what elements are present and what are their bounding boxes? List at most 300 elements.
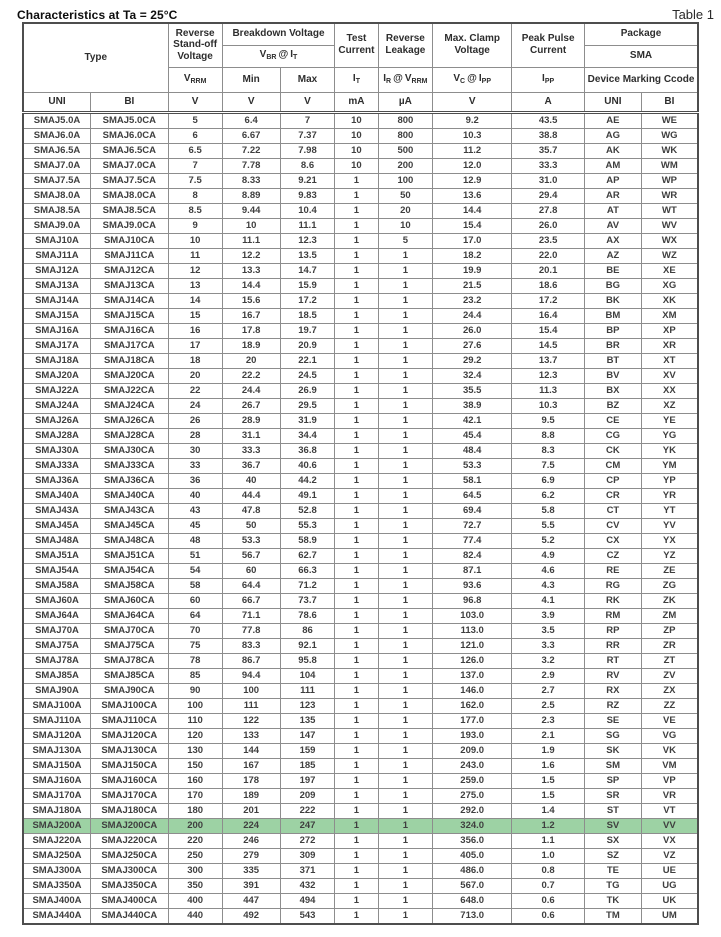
- table-cell: 1: [378, 293, 433, 308]
- table-cell: SMAJ13CA: [91, 278, 169, 293]
- table-cell: SMAJ220A: [23, 833, 91, 848]
- table-cell: SMAJ8.5CA: [91, 203, 169, 218]
- table-cell: 1: [335, 488, 378, 503]
- table-cell: 1: [335, 218, 378, 233]
- table-cell: 1: [335, 428, 378, 443]
- table-cell: 5.2: [512, 533, 585, 548]
- table-cell: 27.6: [433, 338, 512, 353]
- table-cell: SMAJ75A: [23, 638, 91, 653]
- table-cell: 1: [335, 338, 378, 353]
- table-cell: BV: [585, 368, 642, 383]
- table-cell: 14.4: [222, 278, 280, 293]
- table-cell: AP: [585, 173, 642, 188]
- table-cell: 1: [378, 683, 433, 698]
- table-row: [23, 878, 698, 893]
- table-cell: 12.9: [433, 173, 512, 188]
- table-row: [23, 173, 698, 188]
- table-cell: 6.2: [512, 488, 585, 503]
- table-cell: 7: [280, 112, 335, 128]
- table-cell: 1: [378, 803, 433, 818]
- table-cell: 1: [335, 308, 378, 323]
- table-cell: 10.3: [433, 128, 512, 143]
- table-cell: 53.3: [222, 533, 280, 548]
- table-cell: 26.9: [280, 383, 335, 398]
- table-cell: 1: [378, 248, 433, 263]
- table-cell: 31.0: [512, 173, 585, 188]
- table-cell: SMAJ6.0A: [23, 128, 91, 143]
- table-cell: 1: [378, 608, 433, 623]
- table-row: [23, 578, 698, 593]
- table-cell: 11.1: [280, 218, 335, 233]
- table-cell: 440: [168, 908, 222, 924]
- table-cell: 1: [335, 383, 378, 398]
- table-cell: SMAJ54A: [23, 563, 91, 578]
- table-cell: 1: [378, 278, 433, 293]
- table-cell: 73.7: [280, 593, 335, 608]
- table-row: [23, 112, 698, 128]
- page-title: Characteristics at Ta = 25°C: [17, 8, 178, 22]
- table-cell: SMAJ12CA: [91, 263, 169, 278]
- table-cell: 185: [280, 758, 335, 773]
- table-cell: 543: [280, 908, 335, 924]
- table-cell: 19.7: [280, 323, 335, 338]
- table-cell: WZ: [641, 248, 698, 263]
- table-cell: 64.5: [433, 488, 512, 503]
- table-cell: 66.3: [280, 563, 335, 578]
- table-cell: 13.7: [512, 353, 585, 368]
- table-cell: 31.9: [280, 413, 335, 428]
- table-cell: 11.3: [512, 383, 585, 398]
- table-cell: 494: [280, 893, 335, 908]
- table-cell: 26.0: [433, 323, 512, 338]
- table-cell: SMAJ170A: [23, 788, 91, 803]
- table-cell: SMAJ440CA: [91, 908, 169, 924]
- table-cell: WG: [641, 128, 698, 143]
- table-cell: 1: [335, 713, 378, 728]
- header-ipp-symbol: $I_{PP}$: [512, 67, 585, 92]
- table-cell: 15: [168, 308, 222, 323]
- table-cell: 58.1: [433, 473, 512, 488]
- table-cell: ZM: [641, 608, 698, 623]
- table-cell: UM: [641, 908, 698, 924]
- table-cell: WV: [641, 218, 698, 233]
- table-cell: 10: [335, 158, 378, 173]
- table-cell: AK: [585, 143, 642, 158]
- table-cell: AZ: [585, 248, 642, 263]
- table-cell: AV: [585, 218, 642, 233]
- table-cell: 1: [378, 653, 433, 668]
- table-cell: 1: [335, 623, 378, 638]
- table-cell: 1: [335, 323, 378, 338]
- table-cell: AG: [585, 128, 642, 143]
- table-cell: YX: [641, 533, 698, 548]
- table-cell: 49.1: [280, 488, 335, 503]
- table-cell: YT: [641, 503, 698, 518]
- table-cell: 64: [168, 608, 222, 623]
- table-cell: 222: [280, 803, 335, 818]
- table-cell: 17: [168, 338, 222, 353]
- table-cell: SMAJ43CA: [91, 503, 169, 518]
- table-cell: SMAJ440A: [23, 908, 91, 924]
- table-cell: 52.8: [280, 503, 335, 518]
- table-cell: 20: [168, 368, 222, 383]
- table-cell: SMAJ400CA: [91, 893, 169, 908]
- table-cell: 24: [168, 398, 222, 413]
- table-cell: 1: [378, 458, 433, 473]
- table-cell: SMAJ36CA: [91, 473, 169, 488]
- table-cell: 1: [335, 578, 378, 593]
- table-cell: 10.3: [512, 398, 585, 413]
- table-cell: SMAJ7.5A: [23, 173, 91, 188]
- table-cell: VZ: [641, 848, 698, 863]
- table-cell: 335: [222, 863, 280, 878]
- table-cell: SMAJ24A: [23, 398, 91, 413]
- table-cell: SMAJ78A: [23, 653, 91, 668]
- table-cell: SMAJ6.5CA: [91, 143, 169, 158]
- table-cell: 111: [222, 698, 280, 713]
- table-cell: 43.5: [512, 112, 585, 128]
- table-cell: 1: [378, 578, 433, 593]
- table-cell: 12.3: [280, 233, 335, 248]
- unit-max: V: [280, 92, 335, 112]
- table-cell: 40: [168, 488, 222, 503]
- table-cell: 1: [335, 683, 378, 698]
- table-cell: ZV: [641, 668, 698, 683]
- table-cell: 4.6: [512, 563, 585, 578]
- table-cell: BG: [585, 278, 642, 293]
- table-cell: SMAJ170CA: [91, 788, 169, 803]
- table-cell: 60: [168, 593, 222, 608]
- table-cell: 300: [168, 863, 222, 878]
- table-cell: SMAJ22CA: [91, 383, 169, 398]
- table-cell: SMAJ26CA: [91, 413, 169, 428]
- table-cell: 1: [335, 533, 378, 548]
- table-cell: 350: [168, 878, 222, 893]
- table-cell: 146.0: [433, 683, 512, 698]
- table-cell: 170: [168, 788, 222, 803]
- table-cell: SMAJ78CA: [91, 653, 169, 668]
- table-cell: 275.0: [433, 788, 512, 803]
- table-cell: 123: [280, 698, 335, 713]
- table-cell: 44.4: [222, 488, 280, 503]
- table-cell: WP: [641, 173, 698, 188]
- table-row: [23, 758, 698, 773]
- table-cell: SMAJ200A: [23, 818, 91, 833]
- table-cell: SMAJ64CA: [91, 608, 169, 623]
- table-cell: 16.7: [222, 308, 280, 323]
- table-cell: 1.5: [512, 788, 585, 803]
- table-cell: 3.2: [512, 653, 585, 668]
- table-cell: 12.3: [512, 368, 585, 383]
- table-cell: 1.4: [512, 803, 585, 818]
- table-cell: 111: [280, 683, 335, 698]
- table-cell: BZ: [585, 398, 642, 413]
- table-cell: 713.0: [433, 908, 512, 924]
- table-cell: 16: [168, 323, 222, 338]
- table-cell: 44.2: [280, 473, 335, 488]
- table-cell: 21.5: [433, 278, 512, 293]
- table-row: [23, 473, 698, 488]
- table-cell: 7.78: [222, 158, 280, 173]
- table-cell: 50: [222, 518, 280, 533]
- table-cell: 1: [378, 443, 433, 458]
- table-cell: SE: [585, 713, 642, 728]
- unit-bi-type: BI: [91, 92, 169, 112]
- table-cell: 0.7: [512, 878, 585, 893]
- table-cell: YV: [641, 518, 698, 533]
- table-cell: 42.1: [433, 413, 512, 428]
- table-cell: 17.2: [512, 293, 585, 308]
- table-cell: 26.0: [512, 218, 585, 233]
- table-row: [23, 548, 698, 563]
- header-type: Type: [23, 23, 168, 92]
- unit-vc: V: [433, 92, 512, 112]
- table-cell: 1: [378, 833, 433, 848]
- table-cell: 193.0: [433, 728, 512, 743]
- table-cell: 405.0: [433, 848, 512, 863]
- table-cell: SMAJ48A: [23, 533, 91, 548]
- table-cell: 29.5: [280, 398, 335, 413]
- table-cell: 26.7: [222, 398, 280, 413]
- table-cell: 17.2: [280, 293, 335, 308]
- table-cell: SMAJ43A: [23, 503, 91, 518]
- table-cell: 28.9: [222, 413, 280, 428]
- table-cell: 1: [378, 263, 433, 278]
- unit-ir: µA: [378, 92, 433, 112]
- table-cell: 243.0: [433, 758, 512, 773]
- table-cell: 272: [280, 833, 335, 848]
- table-cell: ZZ: [641, 698, 698, 713]
- table-cell: 492: [222, 908, 280, 924]
- table-cell: SMAJ100CA: [91, 698, 169, 713]
- table-cell: RM: [585, 608, 642, 623]
- table-cell: 8.5: [168, 203, 222, 218]
- table-cell: 1: [378, 308, 433, 323]
- table-cell: 1: [335, 443, 378, 458]
- table-cell: 209: [280, 788, 335, 803]
- table-cell: 103.0: [433, 608, 512, 623]
- table-cell: 178: [222, 773, 280, 788]
- table-cell: CX: [585, 533, 642, 548]
- table-cell: CR: [585, 488, 642, 503]
- table-row: [23, 533, 698, 548]
- table-cell: 100: [222, 683, 280, 698]
- table-cell: 279: [222, 848, 280, 863]
- table-cell: 15.9: [280, 278, 335, 293]
- table-cell: SMAJ85CA: [91, 668, 169, 683]
- table-cell: SMAJ200CA: [91, 818, 169, 833]
- table-cell: 10: [378, 218, 433, 233]
- unit-marking-uni: UNI: [585, 92, 642, 112]
- header-vrrm-symbol: $V_{RRM}$: [168, 67, 222, 92]
- table-cell: 8.89: [222, 188, 280, 203]
- table-cell: SMAJ24CA: [91, 398, 169, 413]
- table-cell: 1: [378, 893, 433, 908]
- header-it-symbol: $I_T$: [335, 67, 378, 92]
- table-cell: 34.4: [280, 428, 335, 443]
- table-cell: 23.2: [433, 293, 512, 308]
- table-row: [23, 233, 698, 248]
- table-cell: 180: [168, 803, 222, 818]
- table-cell: 8.3: [512, 443, 585, 458]
- table-cell: BX: [585, 383, 642, 398]
- table-cell: BK: [585, 293, 642, 308]
- table-cell: 1: [378, 863, 433, 878]
- table-cell: 71.1: [222, 608, 280, 623]
- table-cell: 120: [168, 728, 222, 743]
- table-cell: 38.9: [433, 398, 512, 413]
- table-cell: 45.4: [433, 428, 512, 443]
- header-reverse-leakage: Reverse Leakage: [378, 23, 433, 67]
- table-row: [23, 848, 698, 863]
- table-row: [23, 833, 698, 848]
- table-row: [23, 908, 698, 924]
- table-cell: XP: [641, 323, 698, 338]
- table-cell: 18: [168, 353, 222, 368]
- table-cell: 177.0: [433, 713, 512, 728]
- table-cell: 1: [378, 533, 433, 548]
- table-cell: 12.2: [222, 248, 280, 263]
- table-cell: 4.1: [512, 593, 585, 608]
- table-cell: SMAJ14CA: [91, 293, 169, 308]
- table-cell: XE: [641, 263, 698, 278]
- table-cell: RP: [585, 623, 642, 638]
- table-cell: CT: [585, 503, 642, 518]
- table-cell: SV: [585, 818, 642, 833]
- table-cell: 45: [168, 518, 222, 533]
- table-cell: 391: [222, 878, 280, 893]
- table-cell: CG: [585, 428, 642, 443]
- table-cell: 250: [168, 848, 222, 863]
- table-cell: 6.4: [222, 112, 280, 128]
- table-cell: 35.7: [512, 143, 585, 158]
- table-cell: SX: [585, 833, 642, 848]
- table-cell: 18.5: [280, 308, 335, 323]
- table-cell: 209.0: [433, 743, 512, 758]
- table-cell: 86.7: [222, 653, 280, 668]
- table-cell: 2.1: [512, 728, 585, 743]
- table-cell: ZE: [641, 563, 698, 578]
- table-cell: VK: [641, 743, 698, 758]
- table-row: [23, 668, 698, 683]
- table-cell: SMAJ110A: [23, 713, 91, 728]
- table-cell: YE: [641, 413, 698, 428]
- table-cell: SMAJ40CA: [91, 488, 169, 503]
- table-row: [23, 353, 698, 368]
- table-row: [23, 893, 698, 908]
- table-cell: SMAJ90CA: [91, 683, 169, 698]
- table-cell: 36: [168, 473, 222, 488]
- unit-ipp: A: [512, 92, 585, 112]
- table-cell: SMAJ9.0CA: [91, 218, 169, 233]
- table-cell: 12.0: [433, 158, 512, 173]
- table-cell: 3.9: [512, 608, 585, 623]
- table-cell: 100: [168, 698, 222, 713]
- table-cell: 77.8: [222, 623, 280, 638]
- table-cell: SM: [585, 758, 642, 773]
- table-cell: YZ: [641, 548, 698, 563]
- table-cell: SMAJ54CA: [91, 563, 169, 578]
- header-vbr-at-it: $V_{BR}$ @ $I_T$: [222, 45, 335, 67]
- table-cell: 6.5: [168, 143, 222, 158]
- table-row: [23, 743, 698, 758]
- table-cell: 1: [335, 188, 378, 203]
- table-row: [23, 218, 698, 233]
- table-cell: XT: [641, 353, 698, 368]
- table-cell: 15.4: [512, 323, 585, 338]
- table-cell: 43: [168, 503, 222, 518]
- table-cell: 567.0: [433, 878, 512, 893]
- table-cell: BT: [585, 353, 642, 368]
- table-cell: 1: [378, 773, 433, 788]
- table-cell: SMAJ20A: [23, 368, 91, 383]
- table-cell: SMAJ150A: [23, 758, 91, 773]
- table-cell: 0.6: [512, 908, 585, 924]
- table-cell: CZ: [585, 548, 642, 563]
- table-cell: SMAJ5.0CA: [91, 112, 169, 128]
- table-cell: 1: [378, 698, 433, 713]
- table-cell: 78.6: [280, 608, 335, 623]
- table-cell: 1: [378, 878, 433, 893]
- table-cell: 200: [378, 158, 433, 173]
- table-cell: 22.1: [280, 353, 335, 368]
- table-cell: SMAJ350CA: [91, 878, 169, 893]
- table-cell: 1: [335, 728, 378, 743]
- table-cell: 9.5: [512, 413, 585, 428]
- table-cell: 259.0: [433, 773, 512, 788]
- table-cell: 1: [378, 908, 433, 924]
- table-cell: 6.67: [222, 128, 280, 143]
- table-cell: 1: [378, 488, 433, 503]
- table-cell: 1: [335, 638, 378, 653]
- table-cell: 94.4: [222, 668, 280, 683]
- table-cell: 189: [222, 788, 280, 803]
- table-cell: 78: [168, 653, 222, 668]
- table-cell: 1: [378, 518, 433, 533]
- table-cell: 33: [168, 458, 222, 473]
- table-cell: SMAJ12A: [23, 263, 91, 278]
- table-cell: SMAJ16A: [23, 323, 91, 338]
- table-cell: SMAJ350A: [23, 878, 91, 893]
- table-cell: UK: [641, 893, 698, 908]
- table-cell: 7.5: [168, 173, 222, 188]
- table-cell: 1: [335, 893, 378, 908]
- table-cell: ZX: [641, 683, 698, 698]
- table-cell: YR: [641, 488, 698, 503]
- table-cell: 18.9: [222, 338, 280, 353]
- table-row: [23, 623, 698, 638]
- table-cell: 48.4: [433, 443, 512, 458]
- table-cell: WM: [641, 158, 698, 173]
- table-cell: 4.3: [512, 578, 585, 593]
- table-cell: CP: [585, 473, 642, 488]
- table-cell: 160: [168, 773, 222, 788]
- header-ir-at-vrrm: $I_R$ @ $V_{RRM}$: [378, 67, 433, 92]
- table-cell: 10.4: [280, 203, 335, 218]
- table-cell: 14.5: [512, 338, 585, 353]
- table-cell: XX: [641, 383, 698, 398]
- table-cell: 1: [335, 173, 378, 188]
- table-cell: 32.4: [433, 368, 512, 383]
- table-cell: 26: [168, 413, 222, 428]
- header-test-current: Test Current: [335, 23, 378, 67]
- table-cell: SMAJ17A: [23, 338, 91, 353]
- table-cell: 246: [222, 833, 280, 848]
- table-cell: SMAJ60CA: [91, 593, 169, 608]
- table-row: [23, 698, 698, 713]
- table-row: [23, 773, 698, 788]
- table-cell: 9.21: [280, 173, 335, 188]
